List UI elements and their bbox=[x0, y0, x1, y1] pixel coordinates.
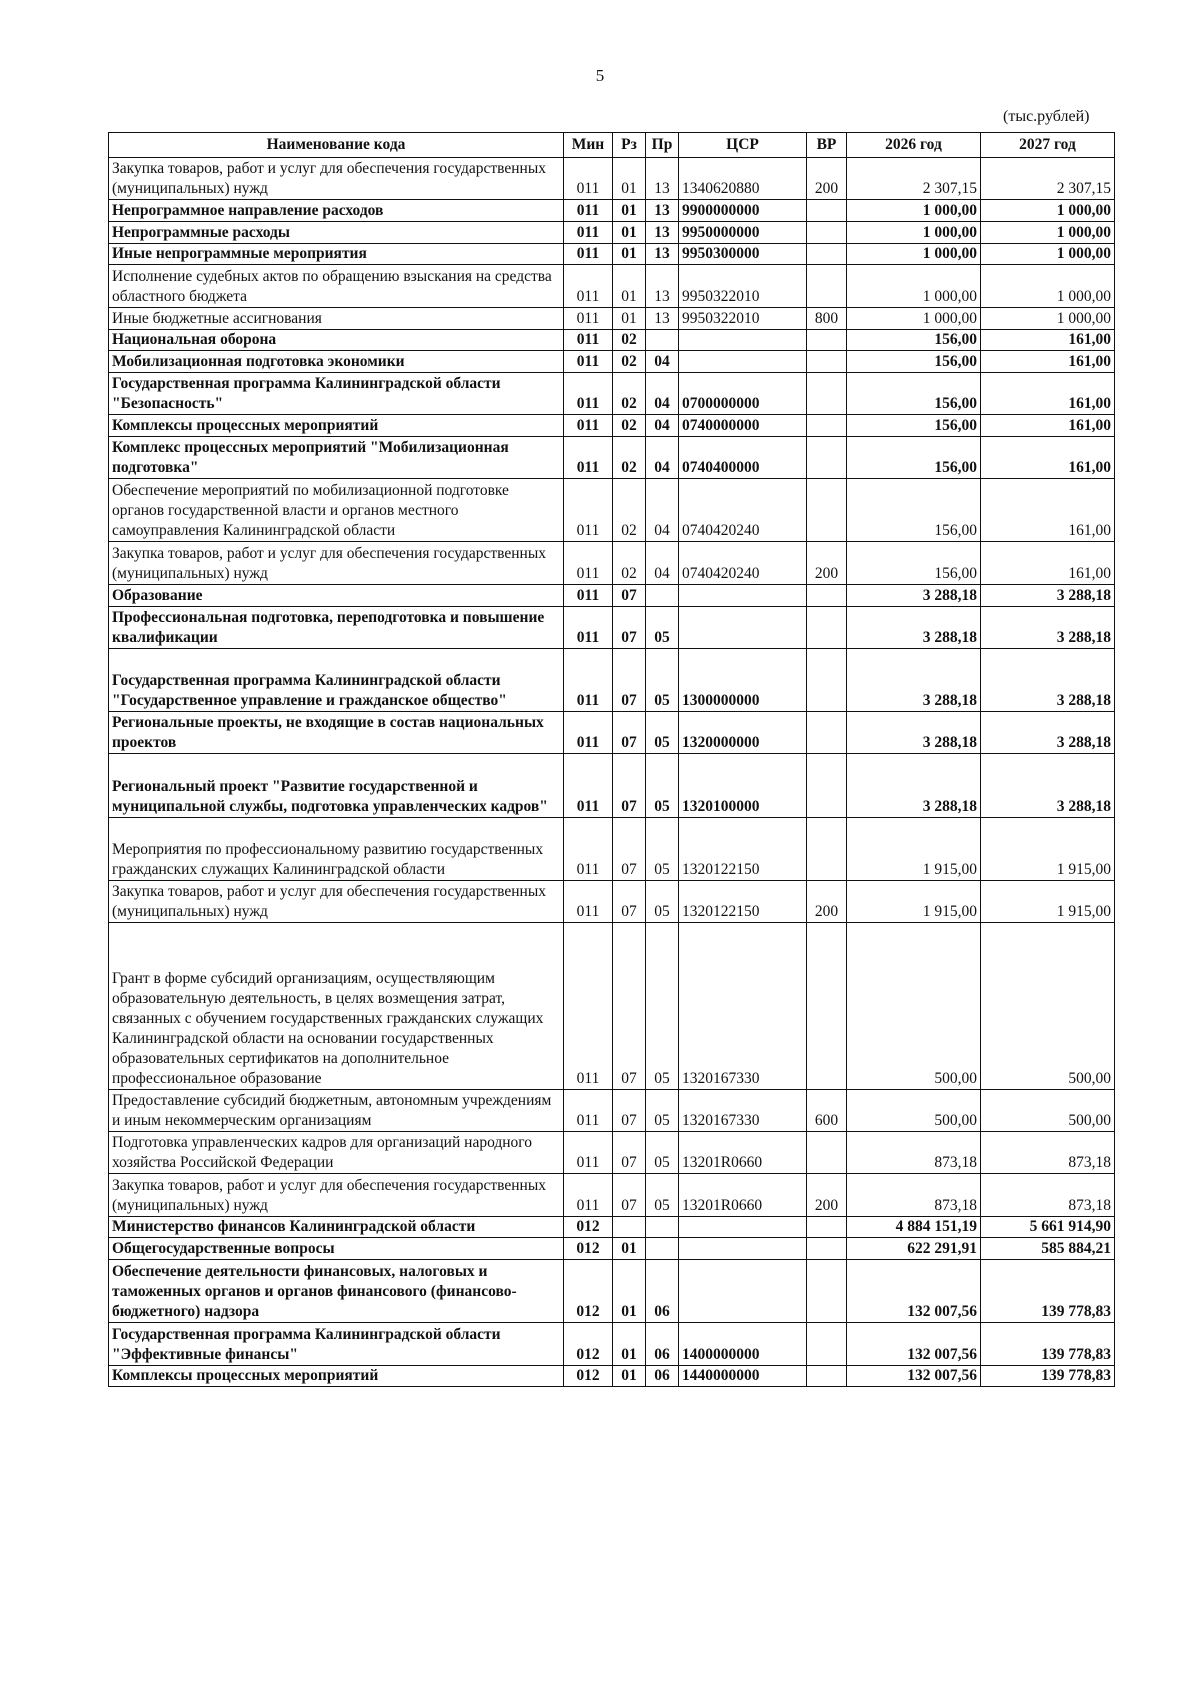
cell-2026: 2 307,15 bbox=[847, 158, 981, 200]
table-row bbox=[109, 1323, 1115, 1365]
cell-rz: 07 bbox=[613, 880, 646, 922]
cell-csr: 9900000000 bbox=[679, 200, 807, 222]
cell-rz: 07 bbox=[613, 1174, 646, 1216]
column-header-vr: ВР bbox=[807, 133, 847, 158]
cell-2027: 500,00 bbox=[981, 923, 1115, 1090]
cell-rz: 01 bbox=[613, 265, 646, 307]
cell-min: 011 bbox=[564, 329, 613, 351]
table-row bbox=[109, 243, 1115, 265]
cell-2027: 873,18 bbox=[981, 1131, 1115, 1173]
cell-pr: 05 bbox=[646, 1131, 679, 1173]
cell-name: Министерство финансов Калининградской области bbox=[109, 1216, 564, 1238]
cell-pr: 13 bbox=[646, 200, 679, 222]
cell-2026: 1 000,00 bbox=[847, 265, 981, 307]
cell-rz: 07 bbox=[613, 584, 646, 606]
page-number: 5 bbox=[595, 66, 605, 85]
cell-2026: 1 915,00 bbox=[847, 817, 981, 880]
cell-name: Профессиональная подготовка, переподготовка и повышение квалификации bbox=[109, 606, 564, 648]
cell-2026: 1 000,00 bbox=[847, 243, 981, 265]
cell-vr bbox=[807, 479, 847, 542]
cell-rz: 07 bbox=[613, 1131, 646, 1173]
cell-rz: 01 bbox=[613, 307, 646, 329]
cell-2027: 2 307,15 bbox=[981, 158, 1115, 200]
table-row bbox=[109, 1131, 1115, 1173]
cell-min: 011 bbox=[564, 712, 613, 754]
cell-pr: 13 bbox=[646, 307, 679, 329]
column-header-csr: ЦСР bbox=[679, 133, 807, 158]
table-row bbox=[109, 329, 1115, 351]
cell-name: Непрограммное направление расходов bbox=[109, 200, 564, 222]
table-row bbox=[109, 923, 1115, 1090]
table-row bbox=[109, 754, 1115, 817]
cell-2026: 3 288,18 bbox=[847, 606, 981, 648]
column-header-pr: Пр bbox=[646, 133, 679, 158]
cell-2026: 500,00 bbox=[847, 1089, 981, 1131]
cell-rz: 01 bbox=[613, 1238, 646, 1260]
cell-name: Мероприятия по профессиональному развитию государственных гражданских служащих Калининградской области bbox=[109, 817, 564, 880]
cell-pr: 05 bbox=[646, 1174, 679, 1216]
column-header-2027: 2027 год bbox=[981, 133, 1115, 158]
cell-rz: 02 bbox=[613, 415, 646, 437]
cell-2026: 156,00 bbox=[847, 415, 981, 437]
cell-name: Иные непрограммные мероприятия bbox=[109, 243, 564, 265]
cell-rz: 02 bbox=[613, 372, 646, 414]
cell-2026: 156,00 bbox=[847, 351, 981, 373]
cell-vr bbox=[807, 923, 847, 1090]
cell-vr: 800 bbox=[807, 307, 847, 329]
column-header-min: Мин bbox=[564, 133, 613, 158]
cell-csr: 9950300000 bbox=[679, 243, 807, 265]
cell-min: 011 bbox=[564, 265, 613, 307]
table-row bbox=[109, 372, 1115, 414]
cell-pr: 05 bbox=[646, 817, 679, 880]
cell-min: 011 bbox=[564, 1174, 613, 1216]
cell-min: 011 bbox=[564, 648, 613, 711]
cell-min: 012 bbox=[564, 1365, 613, 1387]
cell-2027: 161,00 bbox=[981, 351, 1115, 373]
cell-2026: 1 000,00 bbox=[847, 307, 981, 329]
cell-min: 011 bbox=[564, 222, 613, 244]
cell-pr bbox=[646, 1216, 679, 1238]
cell-pr: 06 bbox=[646, 1365, 679, 1387]
cell-2026: 156,00 bbox=[847, 329, 981, 351]
cell-pr: 13 bbox=[646, 158, 679, 200]
cell-vr bbox=[807, 1323, 847, 1365]
cell-csr: 13201R0660 bbox=[679, 1131, 807, 1173]
cell-min: 011 bbox=[564, 200, 613, 222]
cell-2026: 1 000,00 bbox=[847, 222, 981, 244]
cell-2027: 139 778,83 bbox=[981, 1323, 1115, 1365]
cell-min: 011 bbox=[564, 372, 613, 414]
cell-2027: 5 661 914,90 bbox=[981, 1216, 1115, 1238]
cell-csr bbox=[679, 329, 807, 351]
cell-name: Комплексы процессных мероприятий bbox=[109, 1365, 564, 1387]
table-row bbox=[109, 712, 1115, 754]
cell-pr bbox=[646, 584, 679, 606]
cell-name: Непрограммные расходы bbox=[109, 222, 564, 244]
cell-csr: 1320122150 bbox=[679, 817, 807, 880]
cell-2027: 139 778,83 bbox=[981, 1365, 1115, 1387]
cell-name: Обеспечение мероприятий по мобилизационной подготовке органов государственной власти и органов местного самоуправления Калининградской области bbox=[109, 479, 564, 542]
cell-rz: 01 bbox=[613, 1260, 646, 1323]
cell-name: Комплекс процессных мероприятий "Мобилизационная подготовка" bbox=[109, 436, 564, 478]
cell-min: 011 bbox=[564, 606, 613, 648]
cell-rz: 02 bbox=[613, 351, 646, 373]
cell-min: 011 bbox=[564, 415, 613, 437]
cell-min: 011 bbox=[564, 584, 613, 606]
cell-name: Иные бюджетные ассигнования bbox=[109, 307, 564, 329]
cell-csr: 1320100000 bbox=[679, 754, 807, 817]
table-row bbox=[109, 265, 1115, 307]
cell-vr: 600 bbox=[807, 1089, 847, 1131]
cell-csr: 1400000000 bbox=[679, 1323, 807, 1365]
cell-vr bbox=[807, 648, 847, 711]
cell-rz bbox=[613, 1216, 646, 1238]
cell-vr bbox=[807, 329, 847, 351]
cell-vr bbox=[807, 436, 847, 478]
cell-csr: 0740400000 bbox=[679, 436, 807, 478]
unit-label: (тыс.рублей) bbox=[1003, 108, 1090, 125]
cell-pr: 05 bbox=[646, 648, 679, 711]
table-row bbox=[109, 415, 1115, 437]
cell-pr: 04 bbox=[646, 542, 679, 584]
cell-csr: 0740000000 bbox=[679, 415, 807, 437]
cell-min: 012 bbox=[564, 1323, 613, 1365]
cell-pr: 04 bbox=[646, 415, 679, 437]
cell-2026: 4 884 151,19 bbox=[847, 1216, 981, 1238]
column-header-2026: 2026 год bbox=[847, 133, 981, 158]
cell-name: Грант в форме субсидий организациям, осуществляющим образовательную деятельность, в целях возмещения затрат, связанных с обучением государственных гражданских служащих Калининградской области на основании государственных образовательных сертификатов на дополнительное профессиональное образование bbox=[109, 923, 564, 1090]
cell-csr bbox=[679, 584, 807, 606]
cell-pr: 04 bbox=[646, 436, 679, 478]
cell-csr bbox=[679, 606, 807, 648]
cell-name: Региональные проекты, не входящие в состав национальных проектов bbox=[109, 712, 564, 754]
table-row bbox=[109, 584, 1115, 606]
cell-2026: 500,00 bbox=[847, 923, 981, 1090]
cell-vr bbox=[807, 712, 847, 754]
table-row bbox=[109, 817, 1115, 880]
cell-rz: 07 bbox=[613, 817, 646, 880]
cell-2026: 873,18 bbox=[847, 1174, 981, 1216]
table-row bbox=[109, 1216, 1115, 1238]
cell-pr: 06 bbox=[646, 1323, 679, 1365]
table-row bbox=[109, 606, 1115, 648]
cell-name: Исполнение судебных актов по обращению взыскания на средства областного бюджета bbox=[109, 265, 564, 307]
cell-2026: 3 288,18 bbox=[847, 754, 981, 817]
cell-pr: 04 bbox=[646, 351, 679, 373]
cell-pr: 06 bbox=[646, 1260, 679, 1323]
cell-name: Государственная программа Калининградской области "Государственное управление и гражданское общество" bbox=[109, 648, 564, 711]
cell-2027: 3 288,18 bbox=[981, 606, 1115, 648]
cell-name: Государственная программа Калининградской области "Эффективные финансы" bbox=[109, 1323, 564, 1365]
cell-rz: 07 bbox=[613, 923, 646, 1090]
cell-vr bbox=[807, 415, 847, 437]
cell-csr: 1340620880 bbox=[679, 158, 807, 200]
cell-vr bbox=[807, 222, 847, 244]
cell-2027: 161,00 bbox=[981, 372, 1115, 414]
cell-name: Национальная оборона bbox=[109, 329, 564, 351]
cell-rz: 02 bbox=[613, 436, 646, 478]
table-row bbox=[109, 307, 1115, 329]
cell-2026: 622 291,91 bbox=[847, 1238, 981, 1260]
cell-csr: 1440000000 bbox=[679, 1365, 807, 1387]
cell-rz: 01 bbox=[613, 1323, 646, 1365]
cell-name: Закупка товаров, работ и услуг для обеспечения государственных (муниципальных) нужд bbox=[109, 880, 564, 922]
cell-pr: 04 bbox=[646, 479, 679, 542]
cell-name: Комплексы процессных мероприятий bbox=[109, 415, 564, 437]
cell-vr bbox=[807, 243, 847, 265]
cell-vr bbox=[807, 1238, 847, 1260]
cell-vr bbox=[807, 817, 847, 880]
cell-2026: 3 288,18 bbox=[847, 648, 981, 711]
cell-pr: 04 bbox=[646, 372, 679, 414]
cell-2026: 132 007,56 bbox=[847, 1260, 981, 1323]
cell-2027: 1 000,00 bbox=[981, 200, 1115, 222]
cell-csr: 9950322010 bbox=[679, 265, 807, 307]
cell-2027: 1 915,00 bbox=[981, 880, 1115, 922]
cell-2026: 1 000,00 bbox=[847, 200, 981, 222]
cell-2027: 3 288,18 bbox=[981, 712, 1115, 754]
cell-2027: 3 288,18 bbox=[981, 648, 1115, 711]
cell-2026: 1 915,00 bbox=[847, 880, 981, 922]
table-row bbox=[109, 436, 1115, 478]
cell-2027: 500,00 bbox=[981, 1089, 1115, 1131]
cell-rz: 02 bbox=[613, 329, 646, 351]
cell-2027: 161,00 bbox=[981, 542, 1115, 584]
cell-min: 011 bbox=[564, 479, 613, 542]
table-row bbox=[109, 1365, 1115, 1387]
cell-min: 012 bbox=[564, 1216, 613, 1238]
cell-csr: 0700000000 bbox=[679, 372, 807, 414]
cell-name: Подготовка управленческих кадров для организаций народного хозяйства Российской Федерации bbox=[109, 1131, 564, 1173]
cell-2026: 132 007,56 bbox=[847, 1323, 981, 1365]
cell-vr: 200 bbox=[807, 542, 847, 584]
cell-min: 011 bbox=[564, 542, 613, 584]
cell-rz: 01 bbox=[613, 243, 646, 265]
cell-2027: 161,00 bbox=[981, 436, 1115, 478]
cell-pr bbox=[646, 1238, 679, 1260]
cell-vr bbox=[807, 372, 847, 414]
cell-csr: 0740420240 bbox=[679, 479, 807, 542]
cell-2026: 3 288,18 bbox=[847, 712, 981, 754]
cell-2027: 1 000,00 bbox=[981, 222, 1115, 244]
table-row bbox=[109, 479, 1115, 542]
cell-pr bbox=[646, 329, 679, 351]
cell-pr: 05 bbox=[646, 880, 679, 922]
cell-2027: 873,18 bbox=[981, 1174, 1115, 1216]
cell-name: Закупка товаров, работ и услуг для обеспечения государственных (муниципальных) нужд bbox=[109, 542, 564, 584]
cell-pr: 13 bbox=[646, 265, 679, 307]
cell-name: Мобилизационная подготовка экономики bbox=[109, 351, 564, 373]
cell-rz: 02 bbox=[613, 542, 646, 584]
cell-2027: 161,00 bbox=[981, 329, 1115, 351]
cell-name: Региональный проект "Развитие государственной и муниципальной службы, подготовка управленческих кадров" bbox=[109, 754, 564, 817]
cell-2027: 161,00 bbox=[981, 479, 1115, 542]
cell-vr bbox=[807, 1131, 847, 1173]
table-row bbox=[109, 542, 1115, 584]
cell-min: 011 bbox=[564, 1131, 613, 1173]
cell-min: 012 bbox=[564, 1260, 613, 1323]
cell-min: 011 bbox=[564, 817, 613, 880]
cell-2026: 873,18 bbox=[847, 1131, 981, 1173]
cell-vr bbox=[807, 1365, 847, 1387]
cell-rz: 07 bbox=[613, 1089, 646, 1131]
cell-rz: 07 bbox=[613, 754, 646, 817]
cell-name: Образование bbox=[109, 584, 564, 606]
cell-csr bbox=[679, 1216, 807, 1238]
column-header-rz: Рз bbox=[613, 133, 646, 158]
cell-name: Закупка товаров, работ и услуг для обеспечения государственных (муниципальных) нужд bbox=[109, 158, 564, 200]
cell-min: 011 bbox=[564, 243, 613, 265]
table-row bbox=[109, 880, 1115, 922]
table-row bbox=[109, 1260, 1115, 1323]
cell-2026: 132 007,56 bbox=[847, 1365, 981, 1387]
cell-2026: 156,00 bbox=[847, 372, 981, 414]
cell-csr: 1320122150 bbox=[679, 880, 807, 922]
cell-rz: 07 bbox=[613, 606, 646, 648]
cell-rz: 07 bbox=[613, 648, 646, 711]
cell-name: Обеспечение деятельности финансовых, налоговых и таможенных органов и органов финансового (финансово-бюджетного) надзора bbox=[109, 1260, 564, 1323]
cell-min: 012 bbox=[564, 1238, 613, 1260]
cell-pr: 13 bbox=[646, 243, 679, 265]
cell-min: 011 bbox=[564, 351, 613, 373]
cell-vr bbox=[807, 606, 847, 648]
cell-2027: 1 000,00 bbox=[981, 265, 1115, 307]
cell-vr: 200 bbox=[807, 158, 847, 200]
cell-vr bbox=[807, 200, 847, 222]
column-header-name: Наименование кода bbox=[109, 133, 564, 158]
cell-rz: 07 bbox=[613, 712, 646, 754]
cell-csr: 13201R0660 bbox=[679, 1174, 807, 1216]
cell-min: 011 bbox=[564, 158, 613, 200]
cell-vr bbox=[807, 754, 847, 817]
cell-csr: 1320000000 bbox=[679, 712, 807, 754]
cell-pr: 05 bbox=[646, 606, 679, 648]
cell-vr bbox=[807, 584, 847, 606]
cell-min: 011 bbox=[564, 880, 613, 922]
cell-pr: 13 bbox=[646, 222, 679, 244]
cell-rz: 01 bbox=[613, 200, 646, 222]
cell-2027: 139 778,83 bbox=[981, 1260, 1115, 1323]
cell-pr: 05 bbox=[646, 1089, 679, 1131]
cell-vr bbox=[807, 265, 847, 307]
table-row bbox=[109, 648, 1115, 711]
cell-2026: 156,00 bbox=[847, 479, 981, 542]
table-row bbox=[109, 222, 1115, 244]
cell-2026: 156,00 bbox=[847, 436, 981, 478]
cell-vr bbox=[807, 1260, 847, 1323]
cell-pr: 05 bbox=[646, 923, 679, 1090]
cell-csr bbox=[679, 351, 807, 373]
cell-rz: 01 bbox=[613, 1365, 646, 1387]
cell-2027: 1 000,00 bbox=[981, 243, 1115, 265]
table-row bbox=[109, 200, 1115, 222]
table-row bbox=[109, 158, 1115, 200]
cell-csr: 1300000000 bbox=[679, 648, 807, 711]
cell-2027: 1 915,00 bbox=[981, 817, 1115, 880]
cell-min: 011 bbox=[564, 436, 613, 478]
cell-name: Государственная программа Калининградской области "Безопасность" bbox=[109, 372, 564, 414]
cell-vr: 200 bbox=[807, 1174, 847, 1216]
cell-min: 011 bbox=[564, 923, 613, 1090]
cell-rz: 01 bbox=[613, 222, 646, 244]
cell-min: 011 bbox=[564, 754, 613, 817]
cell-2026: 156,00 bbox=[847, 542, 981, 584]
cell-2026: 3 288,18 bbox=[847, 584, 981, 606]
cell-vr bbox=[807, 1216, 847, 1238]
cell-vr bbox=[807, 351, 847, 373]
cell-2027: 3 288,18 bbox=[981, 584, 1115, 606]
budget-table bbox=[108, 132, 1115, 1387]
cell-vr: 200 bbox=[807, 880, 847, 922]
cell-pr: 05 bbox=[646, 712, 679, 754]
table-row bbox=[109, 1174, 1115, 1216]
cell-min: 011 bbox=[564, 307, 613, 329]
cell-csr: 1320167330 bbox=[679, 1089, 807, 1131]
table-row bbox=[109, 1089, 1115, 1131]
cell-min: 011 bbox=[564, 1089, 613, 1131]
cell-csr: 9950000000 bbox=[679, 222, 807, 244]
cell-rz: 02 bbox=[613, 479, 646, 542]
table-header-row bbox=[109, 133, 1115, 158]
table-row bbox=[109, 1238, 1115, 1260]
cell-2027: 161,00 bbox=[981, 415, 1115, 437]
cell-rz: 01 bbox=[613, 158, 646, 200]
table-row bbox=[109, 351, 1115, 373]
cell-name: Закупка товаров, работ и услуг для обеспечения государственных (муниципальных) нужд bbox=[109, 1174, 564, 1216]
cell-csr bbox=[679, 1238, 807, 1260]
cell-name: Предоставление субсидий бюджетным, автономным учреждениям и иным некоммерческим организациям bbox=[109, 1089, 564, 1131]
cell-name: Общегосударственные вопросы bbox=[109, 1238, 564, 1260]
cell-2027: 585 884,21 bbox=[981, 1238, 1115, 1260]
cell-pr: 05 bbox=[646, 754, 679, 817]
cell-csr bbox=[679, 1260, 807, 1323]
cell-2027: 3 288,18 bbox=[981, 754, 1115, 817]
cell-csr: 0740420240 bbox=[679, 542, 807, 584]
cell-csr: 9950322010 bbox=[679, 307, 807, 329]
cell-2027: 1 000,00 bbox=[981, 307, 1115, 329]
cell-csr: 1320167330 bbox=[679, 923, 807, 1090]
